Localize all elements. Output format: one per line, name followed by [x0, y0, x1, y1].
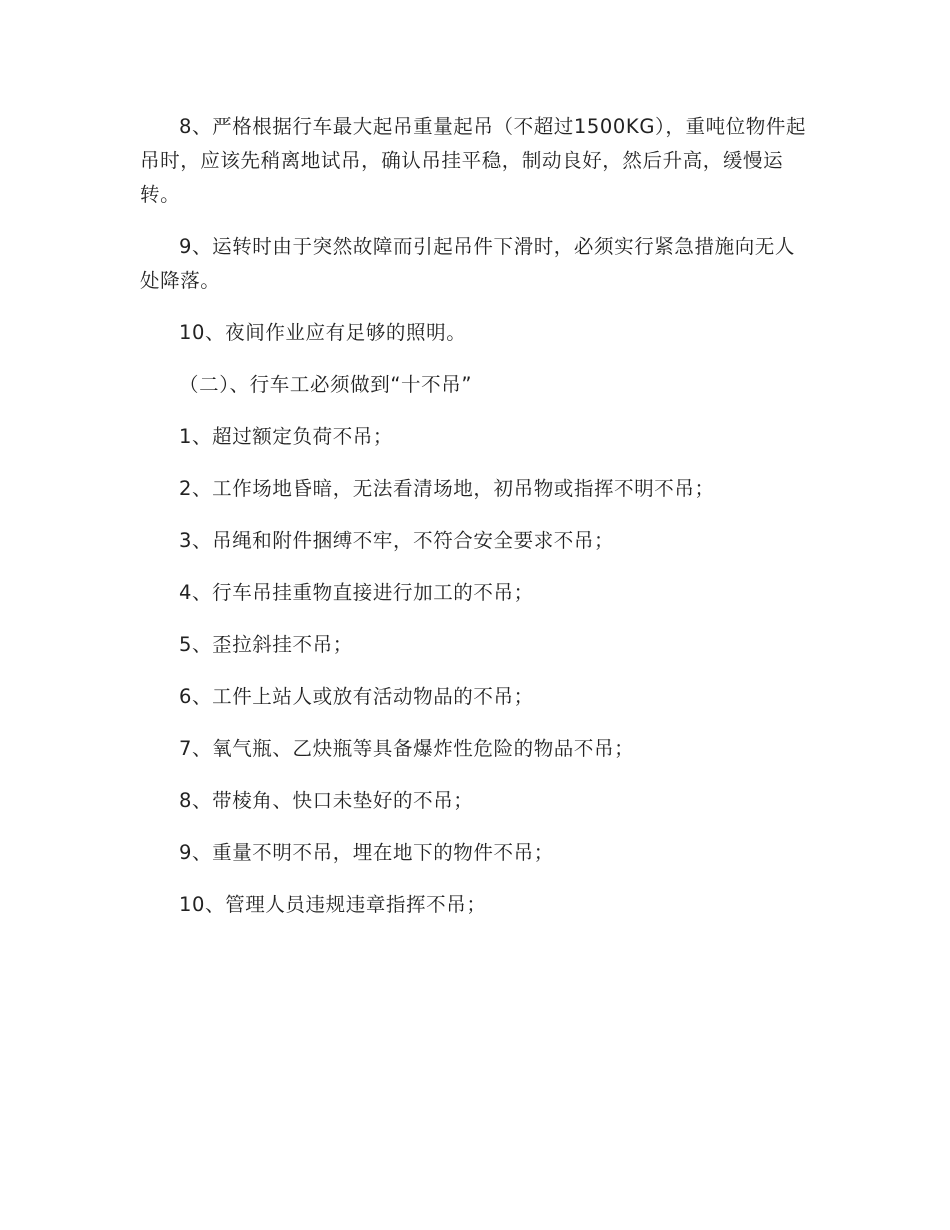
paragraph-item-8-lifting-weight: 8、严格根据行车最大起吊重量起吊（不超过1500KG），重吨位物件起吊时，应该先稍离地试吊，确认吊挂平稳，制动良好，然后升高，缓慢运转。: [140, 115, 807, 206]
rule-item-1: 1、超过额定负荷不吊；: [179, 425, 394, 448]
rule-item-4: 4、行车吊挂重物直接进行加工的不吊；: [179, 581, 534, 604]
rule-item-2: 2、工作场地昏暗，无法看清场地，初吊物或指挥不明不吊；: [179, 477, 715, 500]
section-heading-ten-no-lift: （二）、行车工必须做到“十不吊”: [179, 373, 473, 396]
rule-item-3: 3、吊绳和附件捆缚不牢，不符合安全要求不吊；: [179, 529, 615, 552]
rule-item-6: 6、工件上站人或放有活动物品的不吊；: [179, 685, 534, 708]
rule-item-10: 10、管理人员违规违章指挥不吊；: [179, 893, 487, 916]
rule-item-5: 5、歪拉斜挂不吊；: [179, 633, 353, 656]
paragraph-item-10-night-lighting: 10、夜间作业应有足够的照明。: [179, 321, 467, 344]
paragraph-item-9-emergency-lowering: 9、运转时由于突然故障而引起吊件下滑时，必须实行紧急措施向无人处降落。: [140, 235, 796, 292]
rule-item-9: 9、重量不明不吊，埋在地下的物件不吊；: [179, 841, 554, 864]
rule-item-8: 8、带棱角、快口未垫好的不吊；: [179, 789, 474, 812]
rule-item-7: 7、氧气瓶、乙炔瓶等具备爆炸性危险的物品不吊；: [179, 737, 635, 760]
